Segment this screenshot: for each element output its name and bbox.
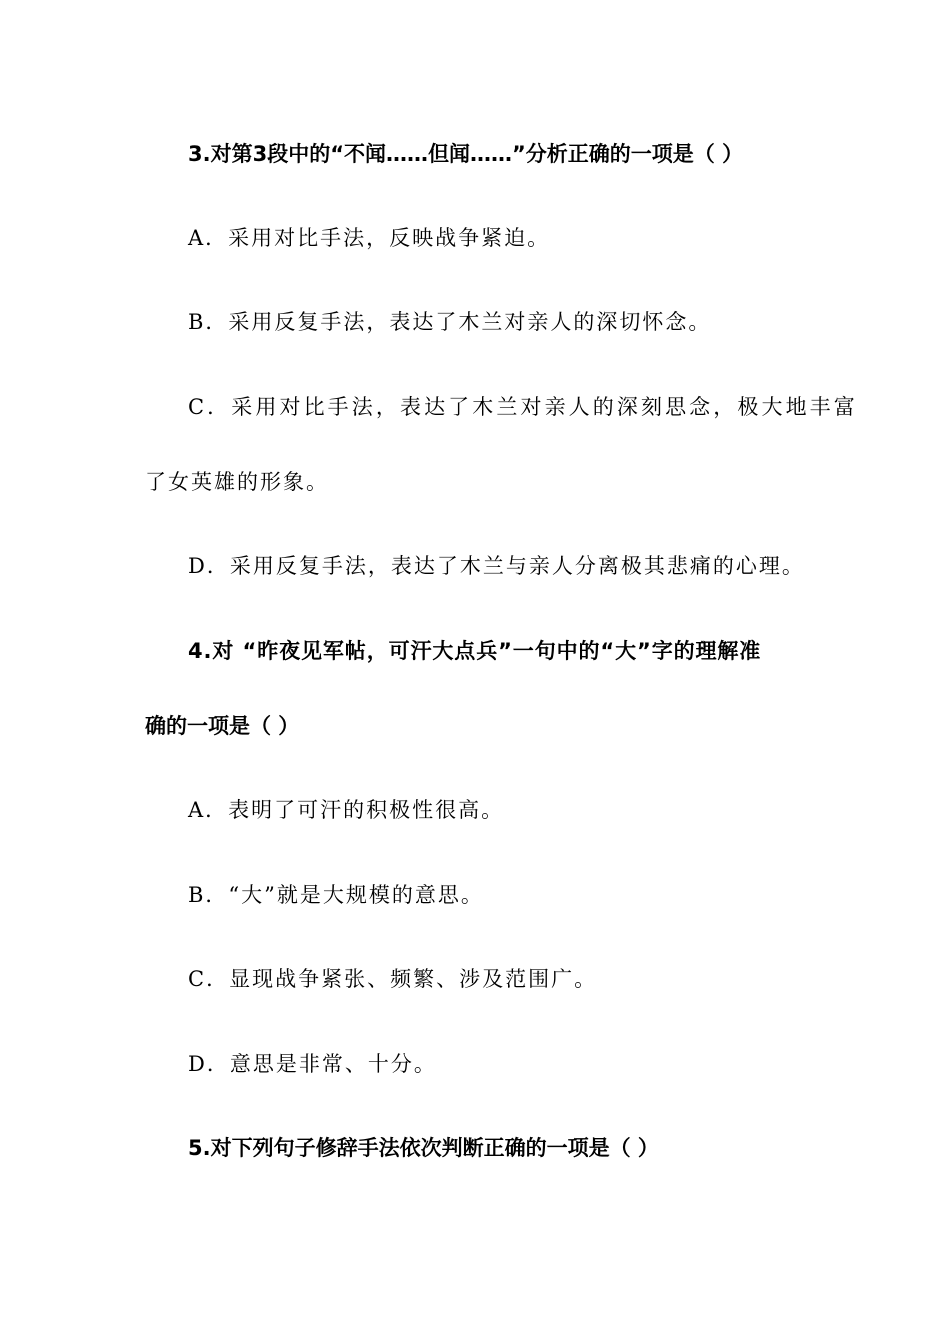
question-4-option-b: B．“大”就是大规模的意思。 xyxy=(188,883,484,907)
question-3-option-c-line-1: C．采用对比手法，表达了木兰对亲人的深刻思念，极大地丰富 xyxy=(188,395,858,419)
question-4-option-d: D．意思是非常、十分。 xyxy=(188,1052,437,1076)
question-4-option-c: C．显现战争紧张、频繁、涉及范围广。 xyxy=(188,967,598,991)
question-5-stem: 5.对下列句子修辞手法依次判断正确的一项是（ ） xyxy=(188,1136,659,1160)
question-3-option-b: B．采用反复手法，表达了木兰对亲人的深切怀念。 xyxy=(188,310,712,334)
question-3-option-c-line-2: 了女英雄的形象。 xyxy=(145,470,329,494)
question-3-option-d: D．采用反复手法，表达了木兰与亲人分离极其悲痛的心理。 xyxy=(188,554,805,578)
question-4-stem-line-1: 4.对 “昨夜见军帖，可汗大点兵”一句中的“大”字的理解准 xyxy=(188,639,762,663)
question-4-stem-line-2: 确的一项是（ ） xyxy=(145,714,300,738)
question-3-stem: 3.对第3段中的“不闻……但闻……”分析正确的一项是（ ） xyxy=(188,142,744,166)
question-4-option-a: A．表明了可汗的积极性很高。 xyxy=(188,798,505,822)
question-3-option-a: A．采用对比手法，反映战争紧迫。 xyxy=(188,226,551,250)
